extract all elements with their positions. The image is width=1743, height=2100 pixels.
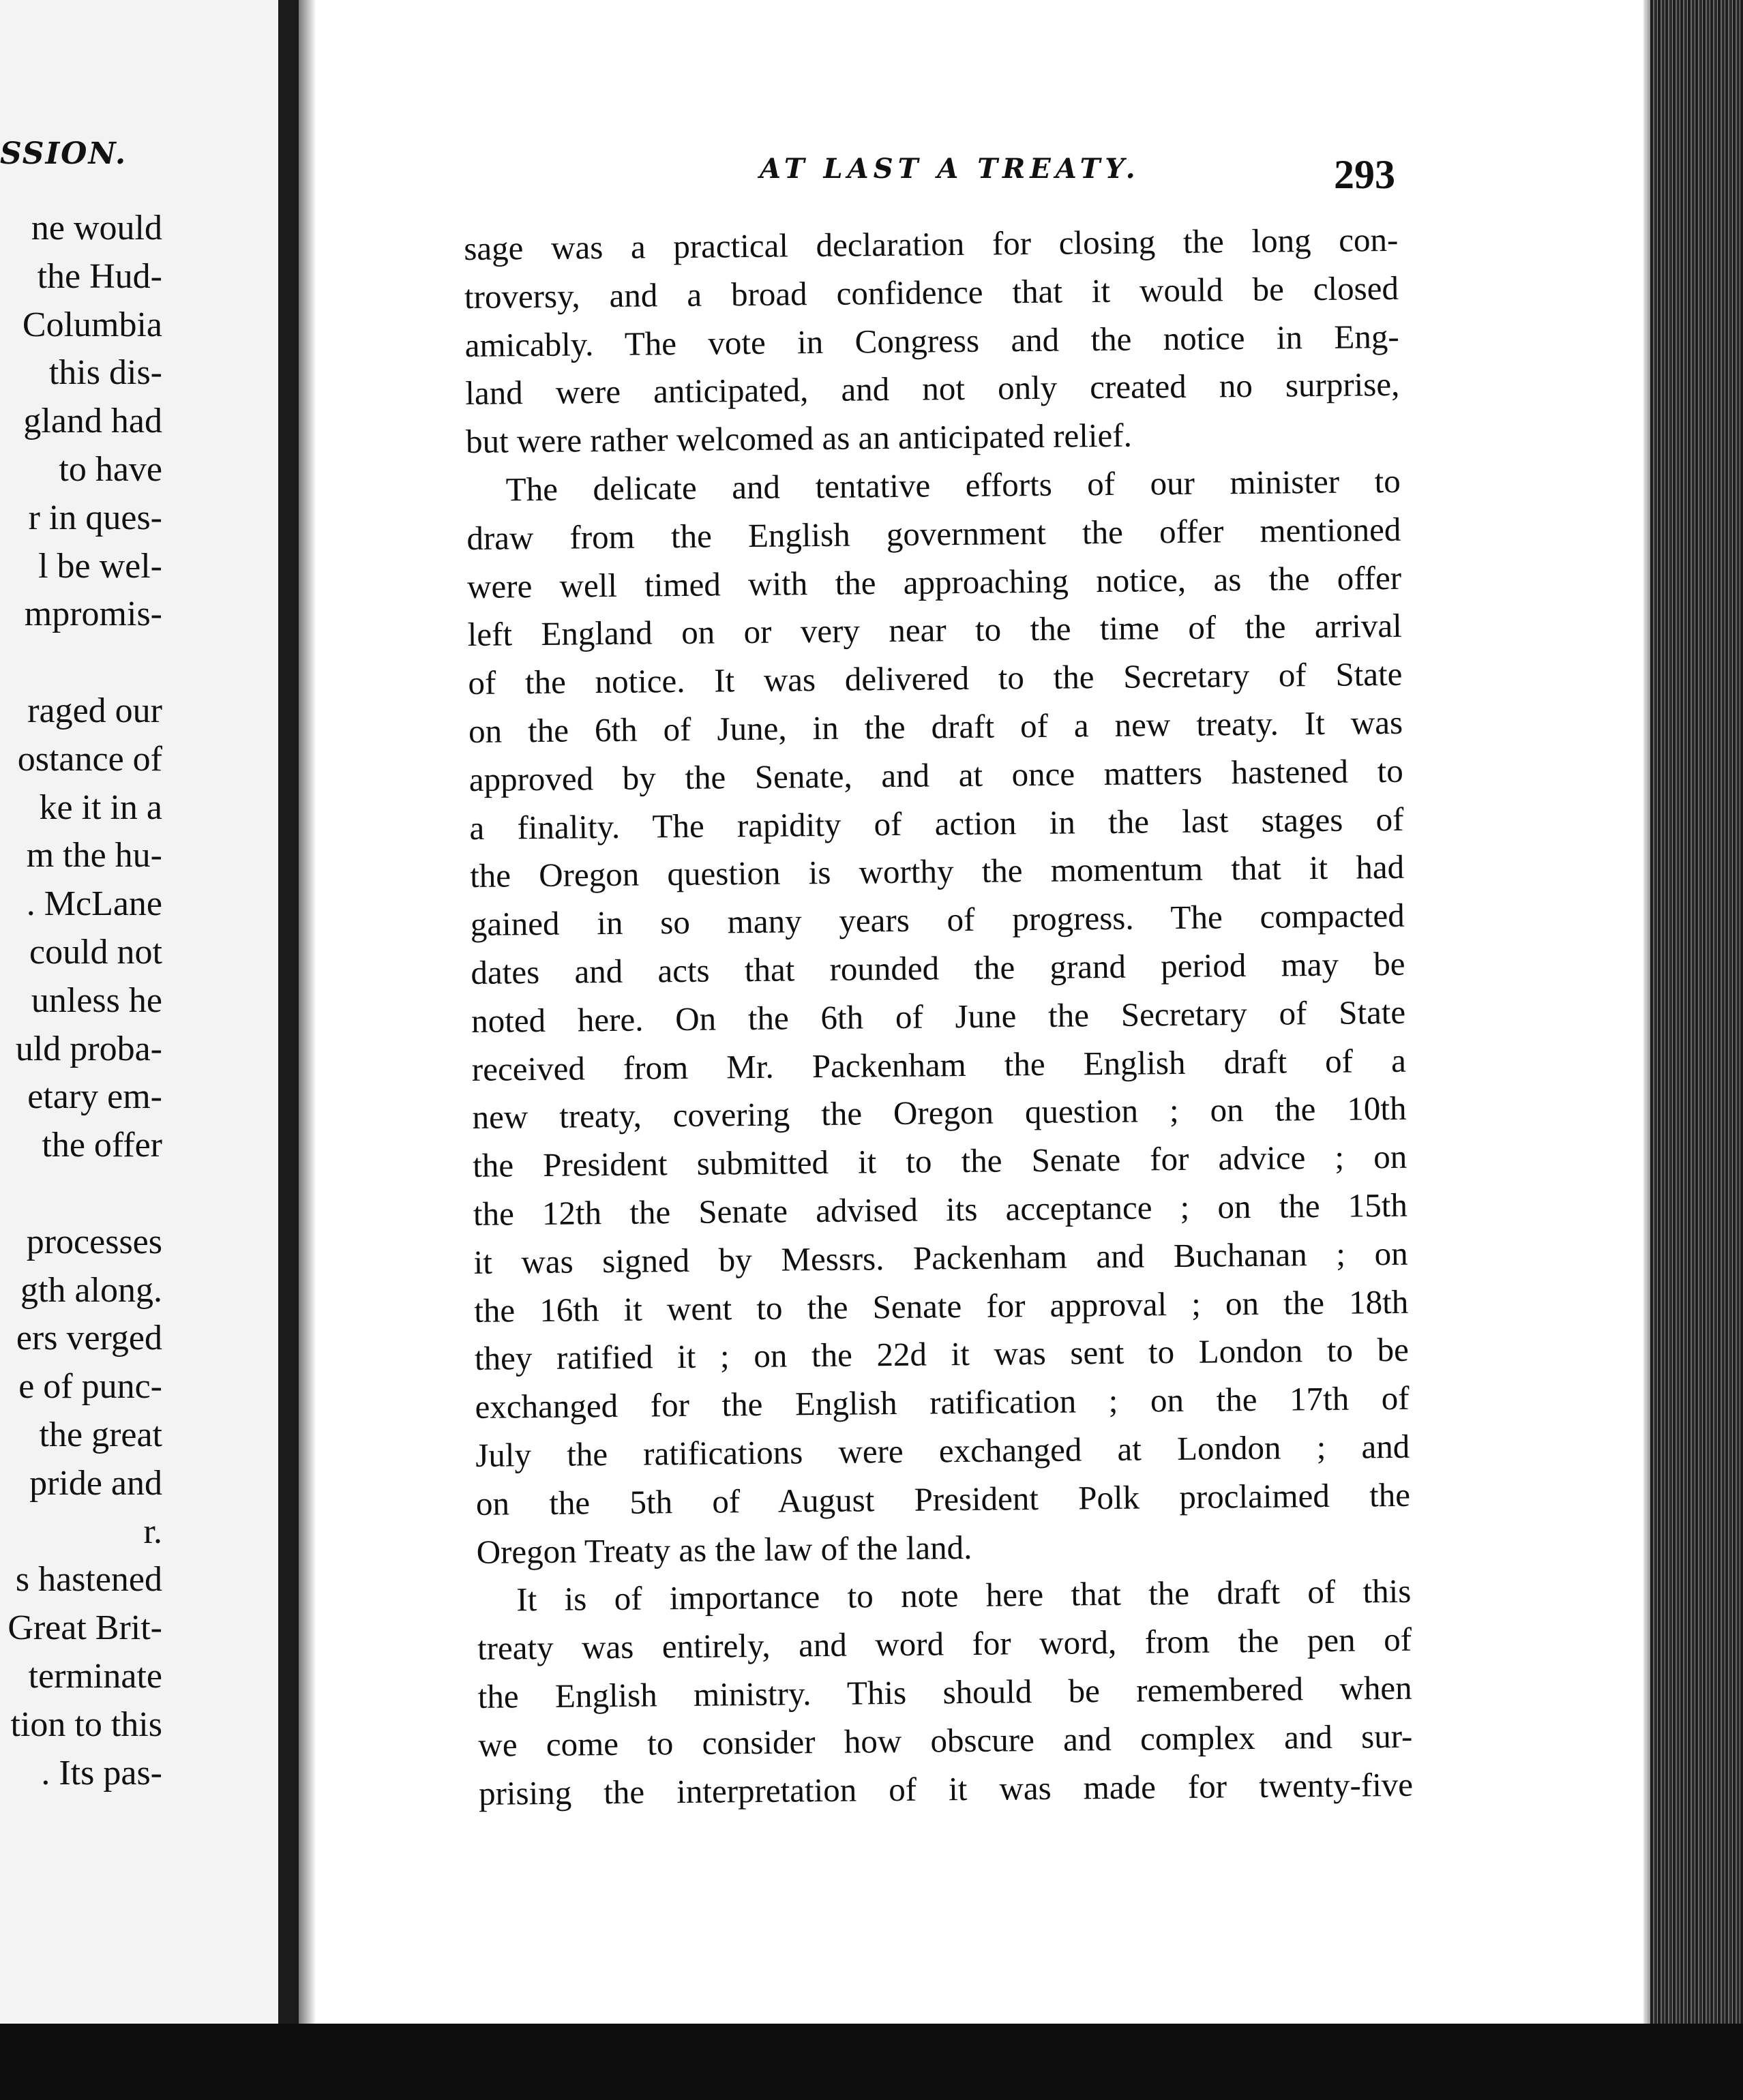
book-page-edges	[1650, 0, 1743, 2100]
text-line: they ratified it ; on the 22d it was sent to London to be	[474, 1331, 1410, 1378]
text-line: troversy, and a broad confidence that it would be closed	[464, 269, 1399, 316]
text-line: approved by the Senate, and at once matters hastened to	[468, 751, 1404, 798]
previous-page-line: terminate	[28, 1656, 162, 1696]
text-line: prising the interpretation of it was made for twenty-five	[478, 1765, 1414, 1812]
previous-page-line: ostance of	[17, 739, 162, 779]
text-line: amicably. The vote in Congress and the notice in Eng-	[464, 317, 1399, 364]
previous-page-line: l be wel-	[38, 546, 162, 586]
text-line: the 16th it went to the Senate for approval ; on the 18th	[474, 1282, 1409, 1330]
gutter-shadow	[299, 0, 315, 2100]
previous-page-line: Great Brit-	[8, 1608, 162, 1648]
previous-page-line: could not	[29, 932, 162, 972]
text-line: received from Mr. Packenham the English draft of a	[471, 1041, 1407, 1088]
text-line: we come to consider how obscure and complex and sur-	[478, 1717, 1413, 1764]
previous-page-line: this dis-	[48, 353, 162, 393]
previous-page-line	[0, 1170, 162, 1218]
text-line: left England on or very near to the time of the arrival	[467, 607, 1402, 654]
previous-page-line: ers verged	[16, 1319, 162, 1358]
text-line: the Oregon question is worthy the momentum that it had	[469, 848, 1405, 895]
previous-page-running-head: SSION.	[0, 136, 128, 171]
previous-page-line: . McLane	[26, 884, 162, 924]
text-line: the President submitted it to the Senate for advice ; on	[472, 1137, 1407, 1185]
running-head: AT LAST A TREATY.	[760, 153, 1140, 185]
previous-page-line: to have	[59, 449, 162, 489]
scan-bottom-margin	[0, 2024, 1743, 2100]
text-line: were well timed with the approaching notice, as the offer	[466, 558, 1402, 605]
previous-page-line: e of punc-	[18, 1367, 162, 1407]
previous-page-line: the offer	[42, 1126, 162, 1165]
previous-page-line: gth along.	[20, 1270, 162, 1310]
previous-page-line: the Hud-	[37, 256, 162, 296]
text-line: draw from the English government the offer mentioned	[466, 510, 1401, 557]
text-line: but were rather welcomed as an anticipated relief.	[465, 416, 1133, 461]
previous-page-text	[0, 205, 162, 1797]
current-page	[315, 0, 1650, 2100]
text-line: of the notice. It was delivered to the Secretary of State	[468, 655, 1403, 702]
text-line: The delicate and tentative efforts of our minister to	[505, 462, 1401, 509]
previous-page-line: Columbia	[22, 305, 162, 344]
text-line: It is of importance to note here that the draft of this	[516, 1572, 1412, 1619]
text-line: land were anticipated, and not only created no surprise,	[465, 365, 1400, 412]
previous-page-line: uld proba-	[15, 1029, 162, 1068]
previous-page-line: r in ques-	[28, 498, 162, 537]
previous-page-line: . Its pas-	[41, 1753, 162, 1792]
previous-page-line: gland had	[23, 402, 162, 441]
text-line: gained in so many years of progress. The compacted	[470, 896, 1405, 944]
previous-page-line: etary em-	[27, 1077, 162, 1117]
previous-page-line: processes	[26, 1222, 162, 1261]
previous-page-line: raged our	[27, 691, 162, 730]
text-line: noted here. On the 6th of June the Secretary of State	[471, 993, 1406, 1040]
book-gutter	[278, 0, 299, 2100]
text-line: new treaty, covering the Oregon question ; on the 10th	[472, 1090, 1407, 1137]
text-line: treaty was entirely, and word for word, from the pen of	[477, 1620, 1412, 1668]
text-line: on the 5th of August President Polk proclaimed the	[475, 1475, 1411, 1522]
previous-page-line: m the hu-	[26, 836, 162, 875]
previous-page-line: the great	[39, 1415, 162, 1454]
text-line: July the ratifications were exchanged at London ; and	[475, 1427, 1410, 1474]
text-line: it was signed by Messrs. Packenham and Buchanan ; on	[473, 1234, 1408, 1281]
previous-page-line	[0, 639, 162, 687]
text-line: the 12th the Senate advised its acceptance ; on the 15th	[473, 1186, 1408, 1233]
text-line: dates and acts that rounded the grand period may be	[471, 944, 1405, 991]
previous-page-line: ne would	[31, 209, 162, 247]
page-body-text	[464, 216, 1413, 1818]
previous-page-line: tion to this	[10, 1705, 162, 1744]
previous-page-line: mpromis-	[24, 595, 162, 634]
text-line: exchanged for the English ratification ; on the 17th of	[475, 1379, 1410, 1426]
text-line: a finality. The rapidity of action in the last stages of	[469, 800, 1404, 847]
text-line: Oregon Treaty as the law of the land.	[476, 1528, 972, 1571]
previous-page-line: r.	[143, 1512, 162, 1551]
previous-page-line: pride and	[29, 1463, 162, 1503]
previous-page-line: ke it in a	[39, 787, 162, 827]
text-line: on the 6th of June, in the draft of a new treaty. It was	[468, 703, 1403, 750]
text-line: sage was a practical declaration for closing the long con-	[464, 220, 1399, 267]
previous-page-line: unless he	[31, 980, 162, 1020]
previous-page-line: s hastened	[15, 1560, 162, 1600]
page-number: 293	[1334, 152, 1395, 197]
previous-page	[0, 0, 278, 2100]
text-line: the English ministry. This should be remembered when	[477, 1668, 1412, 1715]
